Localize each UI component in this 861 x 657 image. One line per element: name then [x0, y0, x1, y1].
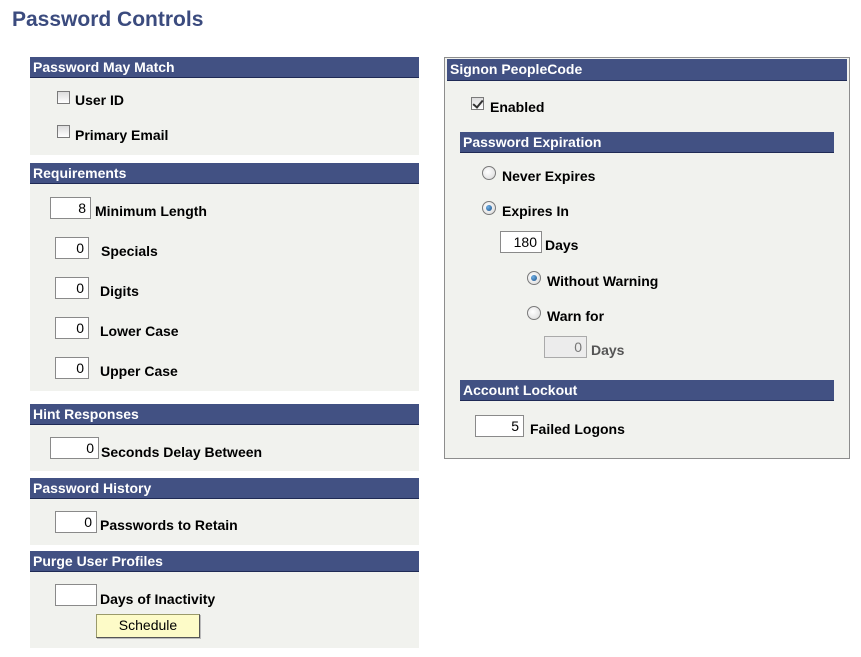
- warn-for-radio[interactable]: [527, 306, 541, 320]
- digits-input[interactable]: 0: [55, 277, 89, 299]
- password-may-match-panel: [30, 78, 419, 155]
- signon-peoplecode-header: Signon PeopleCode: [447, 59, 847, 81]
- password-history-header: Password History: [30, 478, 419, 499]
- days-of-inactivity-label: Days of Inactivity: [100, 591, 216, 607]
- enabled-label: Enabled: [490, 99, 545, 115]
- password-may-match-header: Password May Match: [30, 57, 419, 78]
- never-expires-radio[interactable]: [482, 166, 496, 180]
- warn-days-input[interactable]: 0: [544, 336, 587, 358]
- days-of-inactivity-input[interactable]: [55, 584, 97, 606]
- failed-logons-label: Failed Logons: [530, 421, 625, 437]
- warn-for-label: Warn for: [547, 308, 605, 324]
- schedule-button[interactable]: Schedule: [96, 614, 200, 638]
- minimum-length-label: Minimum Length: [95, 203, 207, 219]
- account-lockout-header: Account Lockout: [460, 380, 834, 401]
- expires-in-radio[interactable]: [482, 201, 496, 215]
- never-expires-label: Never Expires: [502, 168, 596, 184]
- primary-email-label: Primary Email: [75, 127, 169, 143]
- seconds-delay-input[interactable]: 0: [50, 437, 99, 459]
- without-warning-radio[interactable]: [527, 271, 541, 285]
- specials-label: Specials: [101, 243, 158, 259]
- lower-case-input[interactable]: 0: [55, 317, 89, 339]
- passwords-to-retain-input[interactable]: 0: [55, 511, 97, 533]
- specials-input[interactable]: 0: [55, 237, 89, 259]
- password-expiration-header: Password Expiration: [460, 132, 834, 153]
- user-id-label: User ID: [75, 92, 125, 108]
- minimum-length-input[interactable]: 8: [50, 197, 91, 219]
- primary-email-checkbox[interactable]: [57, 125, 70, 138]
- enabled-checkbox[interactable]: [471, 97, 484, 110]
- expiration-days-input[interactable]: 180: [500, 231, 542, 253]
- expires-in-label: Expires In: [502, 203, 569, 219]
- upper-case-label: Upper Case: [100, 363, 178, 379]
- seconds-delay-label: Seconds Delay Between: [101, 444, 263, 460]
- expiration-days-label: Days: [545, 237, 579, 253]
- lower-case-label: Lower Case: [100, 323, 179, 339]
- requirements-header: Requirements: [30, 163, 419, 184]
- digits-label: Digits: [100, 283, 139, 299]
- passwords-to-retain-label: Passwords to Retain: [100, 517, 238, 533]
- warn-days-label: Days: [591, 342, 625, 358]
- user-id-checkbox[interactable]: [57, 91, 70, 104]
- page-title: Password Controls: [12, 8, 204, 31]
- without-warning-label: Without Warning: [547, 273, 659, 289]
- purge-user-profiles-header: Purge User Profiles: [30, 551, 419, 572]
- hint-responses-header: Hint Responses: [30, 404, 419, 425]
- upper-case-input[interactable]: 0: [55, 357, 89, 379]
- failed-logons-input[interactable]: 5: [475, 415, 524, 437]
